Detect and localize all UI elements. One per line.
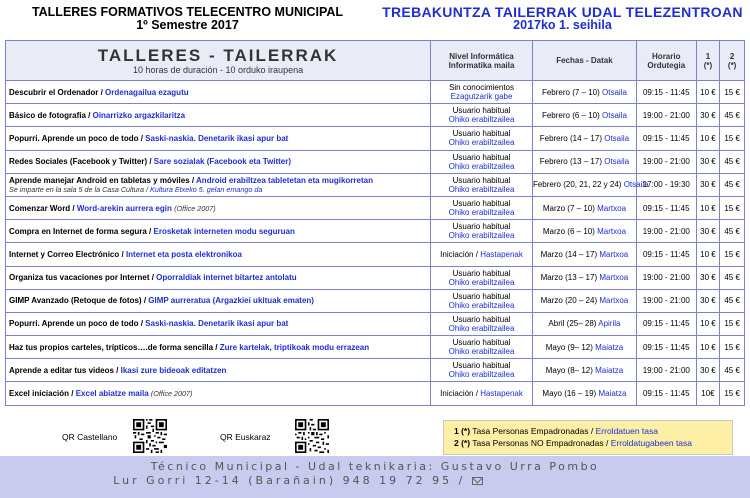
workshop-name-eu: Oporraldiak internet bitartez antolatu [156, 273, 297, 283]
level-es: Usuario habitual [452, 268, 511, 278]
date-eu: Otsaila [602, 110, 627, 120]
level-eu: Hastapenak [480, 249, 523, 259]
level-cell [431, 104, 533, 127]
schedule-cell: 09:15 - 11:45 [636, 196, 696, 219]
workshop-name-es: Descubrir el Ordenador / [9, 87, 103, 97]
column-header-dates: Fechas - Datak [532, 41, 636, 81]
schedule-cell: 09:15 - 11:45 [636, 336, 696, 359]
workshop-name-es: Básico de fotografía / [9, 110, 91, 120]
table-row [6, 150, 745, 173]
schedule-cell: 19:00 - 21:00 [636, 289, 696, 312]
level-header-es: Nivel Informática [449, 51, 514, 61]
schedule-cell: 09:15 - 11:45 [636, 243, 696, 266]
price2-header-mark: (*) [727, 60, 737, 70]
date-eu: Martxoa [599, 296, 629, 306]
price-legend [443, 420, 733, 455]
price2-cell: 45 € [720, 359, 745, 382]
table-row [6, 243, 745, 266]
price1-cell: 30 € [696, 266, 720, 289]
date-eu: Martxoa [597, 226, 627, 236]
qr-castellano-label: QR Castellano [62, 432, 118, 442]
level-cell [431, 289, 533, 312]
date-eu: Otsaila [604, 133, 630, 143]
workshop-name-es: Compra en Internet de forma segura / [9, 226, 152, 236]
table-row [6, 359, 745, 382]
table-row [6, 289, 745, 312]
date-es: Mayo (9– 12) [545, 342, 593, 352]
level-es: Usuario habitual [452, 222, 511, 232]
workshop-name-cell [6, 266, 431, 289]
column-header-workshops [6, 41, 431, 81]
level-eu: Ohiko erabiltzailea [448, 115, 515, 125]
workshop-name-es: Haz tus propios carteles, trípticos….de forma sencilla / [9, 342, 218, 352]
workshop-office-version: (Office 2007) [150, 389, 193, 399]
level-es: Usuario habitual [452, 199, 511, 209]
workshop-name-eu: Oinarrizko argazkilaritza [92, 110, 186, 120]
level-cell [431, 173, 533, 196]
legend-2-number: 2 (*) [454, 438, 471, 448]
schedule-cell: 19:00 - 21:00 [636, 359, 696, 382]
workshop-name-es: GIMP Avanzado (Retoque de fotos) / [9, 296, 147, 306]
price1-header-mark: (*) [703, 60, 713, 70]
schedule-header-es: Horario [652, 51, 681, 61]
workshop-name-eu: Ordenagailua ezagutu [105, 87, 189, 97]
qr-castellano-icon [133, 419, 167, 453]
workshop-name-eu: Sare sozialak (Facebook eta Twitter) [153, 157, 292, 167]
table-subtitle: 10 horas de duración - 10 orduko iraupena [132, 65, 304, 75]
level-cell [431, 336, 533, 359]
date-eu: Otsaila [604, 157, 630, 167]
price1-cell: 10€ [696, 382, 720, 405]
level-cell [431, 359, 533, 382]
price2-cell: 15 € [720, 196, 745, 219]
workshop-name-eu: Android erabiltzea tabletetan eta mugikorretan [196, 175, 373, 185]
schedule-header-eu: Ordutegia [647, 60, 686, 70]
dates-cell [532, 266, 636, 289]
level-es: Usuario habitual [452, 314, 511, 324]
workshop-name-eu: GIMP aurreratua (Argazkiei ukituak ematen) [148, 296, 314, 306]
workshop-name-eu: Ikasi zure bideoak editatzen [120, 365, 227, 375]
schedule-cell: 09:15 - 11:45 [636, 127, 696, 150]
column-header-price1 [696, 41, 720, 81]
price1-cell: 30 € [696, 220, 720, 243]
legend-1-es: Tasa Personas Empadronadas / [472, 426, 594, 436]
level-es: Usuario habitual [452, 129, 511, 139]
legend-1-eu: Erroldatuen tasa [595, 426, 658, 436]
level-es: Usuario habitual [452, 291, 511, 301]
level-eu: Ohiko erabiltzailea [448, 323, 515, 333]
level-cell [431, 266, 533, 289]
workshop-name-cell [6, 150, 431, 173]
legend-line-1 [454, 425, 732, 437]
date-eu: Otsaila [623, 180, 649, 190]
workshop-name-cell [6, 220, 431, 243]
workshop-name-cell [6, 196, 431, 219]
price1-cell: 10 € [696, 312, 720, 335]
workshop-name-eu: Word-arekin aurrera egin [76, 203, 172, 213]
workshop-name-cell [6, 382, 431, 405]
date-es: Febrero (14 – 17) [539, 133, 602, 143]
level-header-eu: Informatika maila [448, 60, 515, 70]
level-cell [431, 243, 533, 266]
table-row [6, 266, 745, 289]
level-eu: Ohiko erabiltzailea [448, 231, 515, 241]
qr-euskaraz-icon [295, 419, 329, 453]
workshop-name-eu: Saski-naskia. Denetarik ikasi apur bat [145, 319, 289, 329]
price2-cell: 45 € [720, 220, 745, 243]
workshop-name-eu: Saski-naskia. Denetarik ikasi apur bat [145, 133, 289, 143]
table-row [6, 127, 745, 150]
price2-cell: 15 € [720, 243, 745, 266]
date-eu: Otsaila [602, 87, 627, 97]
price1-cell: 30 € [696, 104, 720, 127]
price2-cell: 15 € [720, 336, 745, 359]
price2-cell: 45 € [720, 289, 745, 312]
price2-cell: 45 € [720, 266, 745, 289]
schedule-cell: 09:15 - 11:45 [636, 312, 696, 335]
schedule-cell: 19:00 - 21:00 [636, 150, 696, 173]
price2-cell: 45 € [720, 150, 745, 173]
level-cell [431, 220, 533, 243]
workshop-name-es: Aprende a editar tus videos / [9, 365, 119, 375]
schedule-cell: 09:15 - 11:45 [636, 81, 696, 104]
table-body [6, 81, 745, 406]
footer-email[interactable] [487, 476, 637, 486]
header-right [375, 6, 750, 32]
workshop-name-es: Excel iniciación / [9, 389, 74, 399]
workshop-name-cell [6, 336, 431, 359]
price2-cell: 45 € [720, 173, 745, 196]
column-header-schedule [636, 41, 696, 81]
price1-cell: 10 € [696, 127, 720, 150]
footer [0, 456, 750, 498]
table-title: TALLERES - TAILERRAK [97, 46, 339, 65]
price2-cell: 15 € [720, 382, 745, 405]
qr-euskaraz-label: QR Euskaraz [220, 432, 271, 442]
level-eu: Hastapenak [480, 389, 523, 399]
date-es: Mayo (16 – 19) [542, 389, 597, 399]
date-es: Marzo (14 – 17) [540, 249, 598, 259]
level-cell [431, 150, 533, 173]
workshop-name-es: Organiza tus vacaciones por Internet / [9, 273, 154, 283]
price2-cell: 15 € [720, 127, 745, 150]
date-es: Abril (25– 28) [548, 319, 597, 329]
dates-cell [532, 196, 636, 219]
schedule-cell: 19:00 - 21:00 [636, 266, 696, 289]
table-row [6, 104, 745, 127]
workshops-table [5, 40, 745, 406]
dates-cell [532, 312, 636, 335]
level-eu: Ohiko erabiltzailea [448, 277, 515, 287]
footer-address: Lur Gorri 12-14 (Barañain) 948 19 72 95 / [113, 474, 466, 487]
legend-1-number: 1 (*) [454, 426, 471, 436]
header-semester-eu: 2017ko 1. seihila [513, 18, 612, 32]
level-cell [431, 312, 533, 335]
dates-cell [532, 127, 636, 150]
workshop-note-eu: Kultura Etxeko 5. gelan emango da [150, 184, 263, 194]
table-row [6, 220, 745, 243]
level-eu: Ohiko erabiltzailea [448, 300, 515, 310]
workshop-name-cell [6, 359, 431, 382]
mail-icon [472, 477, 483, 485]
date-es: Mayo (8– 12) [545, 365, 593, 375]
level-es: Usuario habitual [452, 152, 511, 162]
workshop-name-es: Internet y Correo Electrónico / [9, 249, 124, 259]
level-cell [431, 127, 533, 150]
level-eu: Ohiko erabiltzailea [448, 161, 515, 171]
schedule-cell: 19:00 - 21:00 [636, 104, 696, 127]
workshop-name-es: Comenzar Word / [9, 203, 75, 213]
workshop-name-es: Popurri. Aprende un poco de todo / [9, 319, 143, 329]
level-es: Usuario habitual [452, 361, 511, 371]
price1-cell: 10 € [696, 243, 720, 266]
level-eu: Ohiko erabiltzailea [448, 184, 515, 194]
price2-cell: 15 € [720, 81, 745, 104]
date-eu: Maiatza [595, 342, 624, 352]
workshop-name-eu: Zure kartelak, triptikoak modu errazean [219, 342, 370, 352]
level-es: Usuario habitual [452, 175, 511, 185]
table-row [6, 382, 745, 405]
price1-cell: 10 € [696, 81, 720, 104]
table-row [6, 81, 745, 104]
level-eu: Ohiko erabiltzailea [448, 370, 515, 380]
level-eu: Ohiko erabiltzailea [448, 208, 515, 218]
level-eu: Ohiko erabiltzailea [448, 138, 515, 148]
dates-cell [532, 81, 636, 104]
workshop-name-eu: Internet eta posta elektronikoa [125, 249, 242, 259]
dates-cell [532, 243, 636, 266]
workshop-note [9, 185, 262, 194]
column-header-level [431, 41, 533, 81]
price1-cell: 30 € [696, 359, 720, 382]
legend-line-2 [454, 437, 732, 449]
price2-header-num: 2 [729, 51, 735, 61]
dates-cell [532, 173, 649, 196]
schedule-cell: 17:00 - 19:30 [636, 173, 696, 196]
footer-technician: Técnico Municipal - Udal teknikaria: Gustavo Urra Pombo [150, 460, 600, 473]
workshop-note-es: Se imparte en la sala 5 de la Casa Cultura / [9, 184, 149, 194]
date-es: Marzo (13 – 17) [540, 273, 598, 283]
workshop-name-cell [6, 243, 431, 266]
workshop-name-cell [6, 81, 431, 104]
table-row [6, 336, 745, 359]
level-eu: Ohiko erabiltzailea [448, 347, 515, 357]
footer-address-line [0, 474, 750, 488]
level-es: Iniciación / [440, 249, 478, 259]
level-es: Usuario habitual [452, 106, 511, 116]
workshop-office-version: (Office 2007) [174, 203, 216, 213]
date-es: Marzo (20 – 24) [540, 296, 598, 306]
date-eu: Maiatza [598, 389, 627, 399]
dates-cell [532, 359, 636, 382]
dates-cell [532, 104, 636, 127]
schedule-cell: 09:15 - 11:45 [636, 382, 696, 405]
level-es: Iniciación / [440, 389, 478, 399]
legend-2-es: Tasa Personas NO Empadronadas / [472, 438, 609, 448]
schedule-cell: 19:00 - 21:00 [636, 220, 696, 243]
level-eu: Ezagutzarik gabe [450, 92, 513, 102]
workshop-name-cell [6, 104, 431, 127]
dates-cell [532, 220, 636, 243]
table-row [6, 312, 745, 335]
header-title-eu: TREBAKUNTZA TAILERRAK UDAL TELEZENTROAN [382, 4, 743, 20]
workshop-name-cell [6, 289, 431, 312]
date-es: Febrero (20, 21, 22 y 24) [532, 180, 622, 190]
price1-cell: 10 € [696, 196, 720, 219]
dates-cell [532, 289, 636, 312]
date-es: Marzo (7 – 10) [542, 203, 595, 213]
workshop-name-cell [6, 127, 431, 150]
price1-cell: 30 € [696, 173, 720, 196]
date-eu: Martxoa [599, 249, 629, 259]
table-row [6, 173, 745, 196]
table-header-row [6, 41, 745, 81]
workshop-name-es: Popurri. Aprende un poco de todo / [9, 133, 143, 143]
workshop-name-cell [6, 312, 431, 335]
legend-2-eu: Erroldatugabeen tasa [610, 438, 693, 448]
table-row [6, 196, 745, 219]
level-cell [431, 196, 533, 219]
dates-cell [532, 336, 636, 359]
workshop-name-es: Aprende manejar Android en tabletas y móviles / [9, 175, 195, 185]
date-es: Febrero (6 – 10) [541, 110, 600, 120]
column-header-price2 [720, 41, 745, 81]
date-eu: Martxoa [599, 273, 629, 283]
date-eu: Martxoa [597, 203, 627, 213]
workshop-name-cell [6, 173, 431, 196]
workshop-name-es: Redes Sociales (Facebook y Twitter) / [9, 157, 152, 167]
level-es: Sin conocimientos [449, 83, 514, 93]
workshop-name-eu: Excel abiatze maila [75, 389, 149, 399]
dates-cell [532, 382, 636, 405]
level-es: Usuario habitual [452, 338, 511, 348]
price1-cell: 10 € [696, 336, 720, 359]
price2-cell: 45 € [720, 104, 745, 127]
header-semester-es: 1º Semestre 2017 [136, 18, 239, 32]
dates-cell [532, 150, 636, 173]
date-es: Marzo (6 – 10) [542, 226, 595, 236]
level-cell [431, 81, 533, 104]
header-left [0, 6, 375, 32]
price1-cell: 30 € [696, 289, 720, 312]
date-es: Febrero (7 – 10) [541, 87, 600, 97]
date-es: Febrero (13 – 17) [539, 157, 602, 167]
price2-cell: 15 € [720, 312, 745, 335]
level-cell [431, 382, 533, 405]
price1-cell: 30 € [696, 150, 720, 173]
date-eu: Maiatza [595, 365, 624, 375]
date-eu: Apirila [598, 319, 621, 329]
price1-header-num: 1 [705, 51, 711, 61]
header-title-es: TALLERES FORMATIVOS TELECENTRO MUNICIPAL [31, 5, 344, 19]
workshop-name-eu: Erosketak interneten modu seguruan [153, 226, 295, 236]
